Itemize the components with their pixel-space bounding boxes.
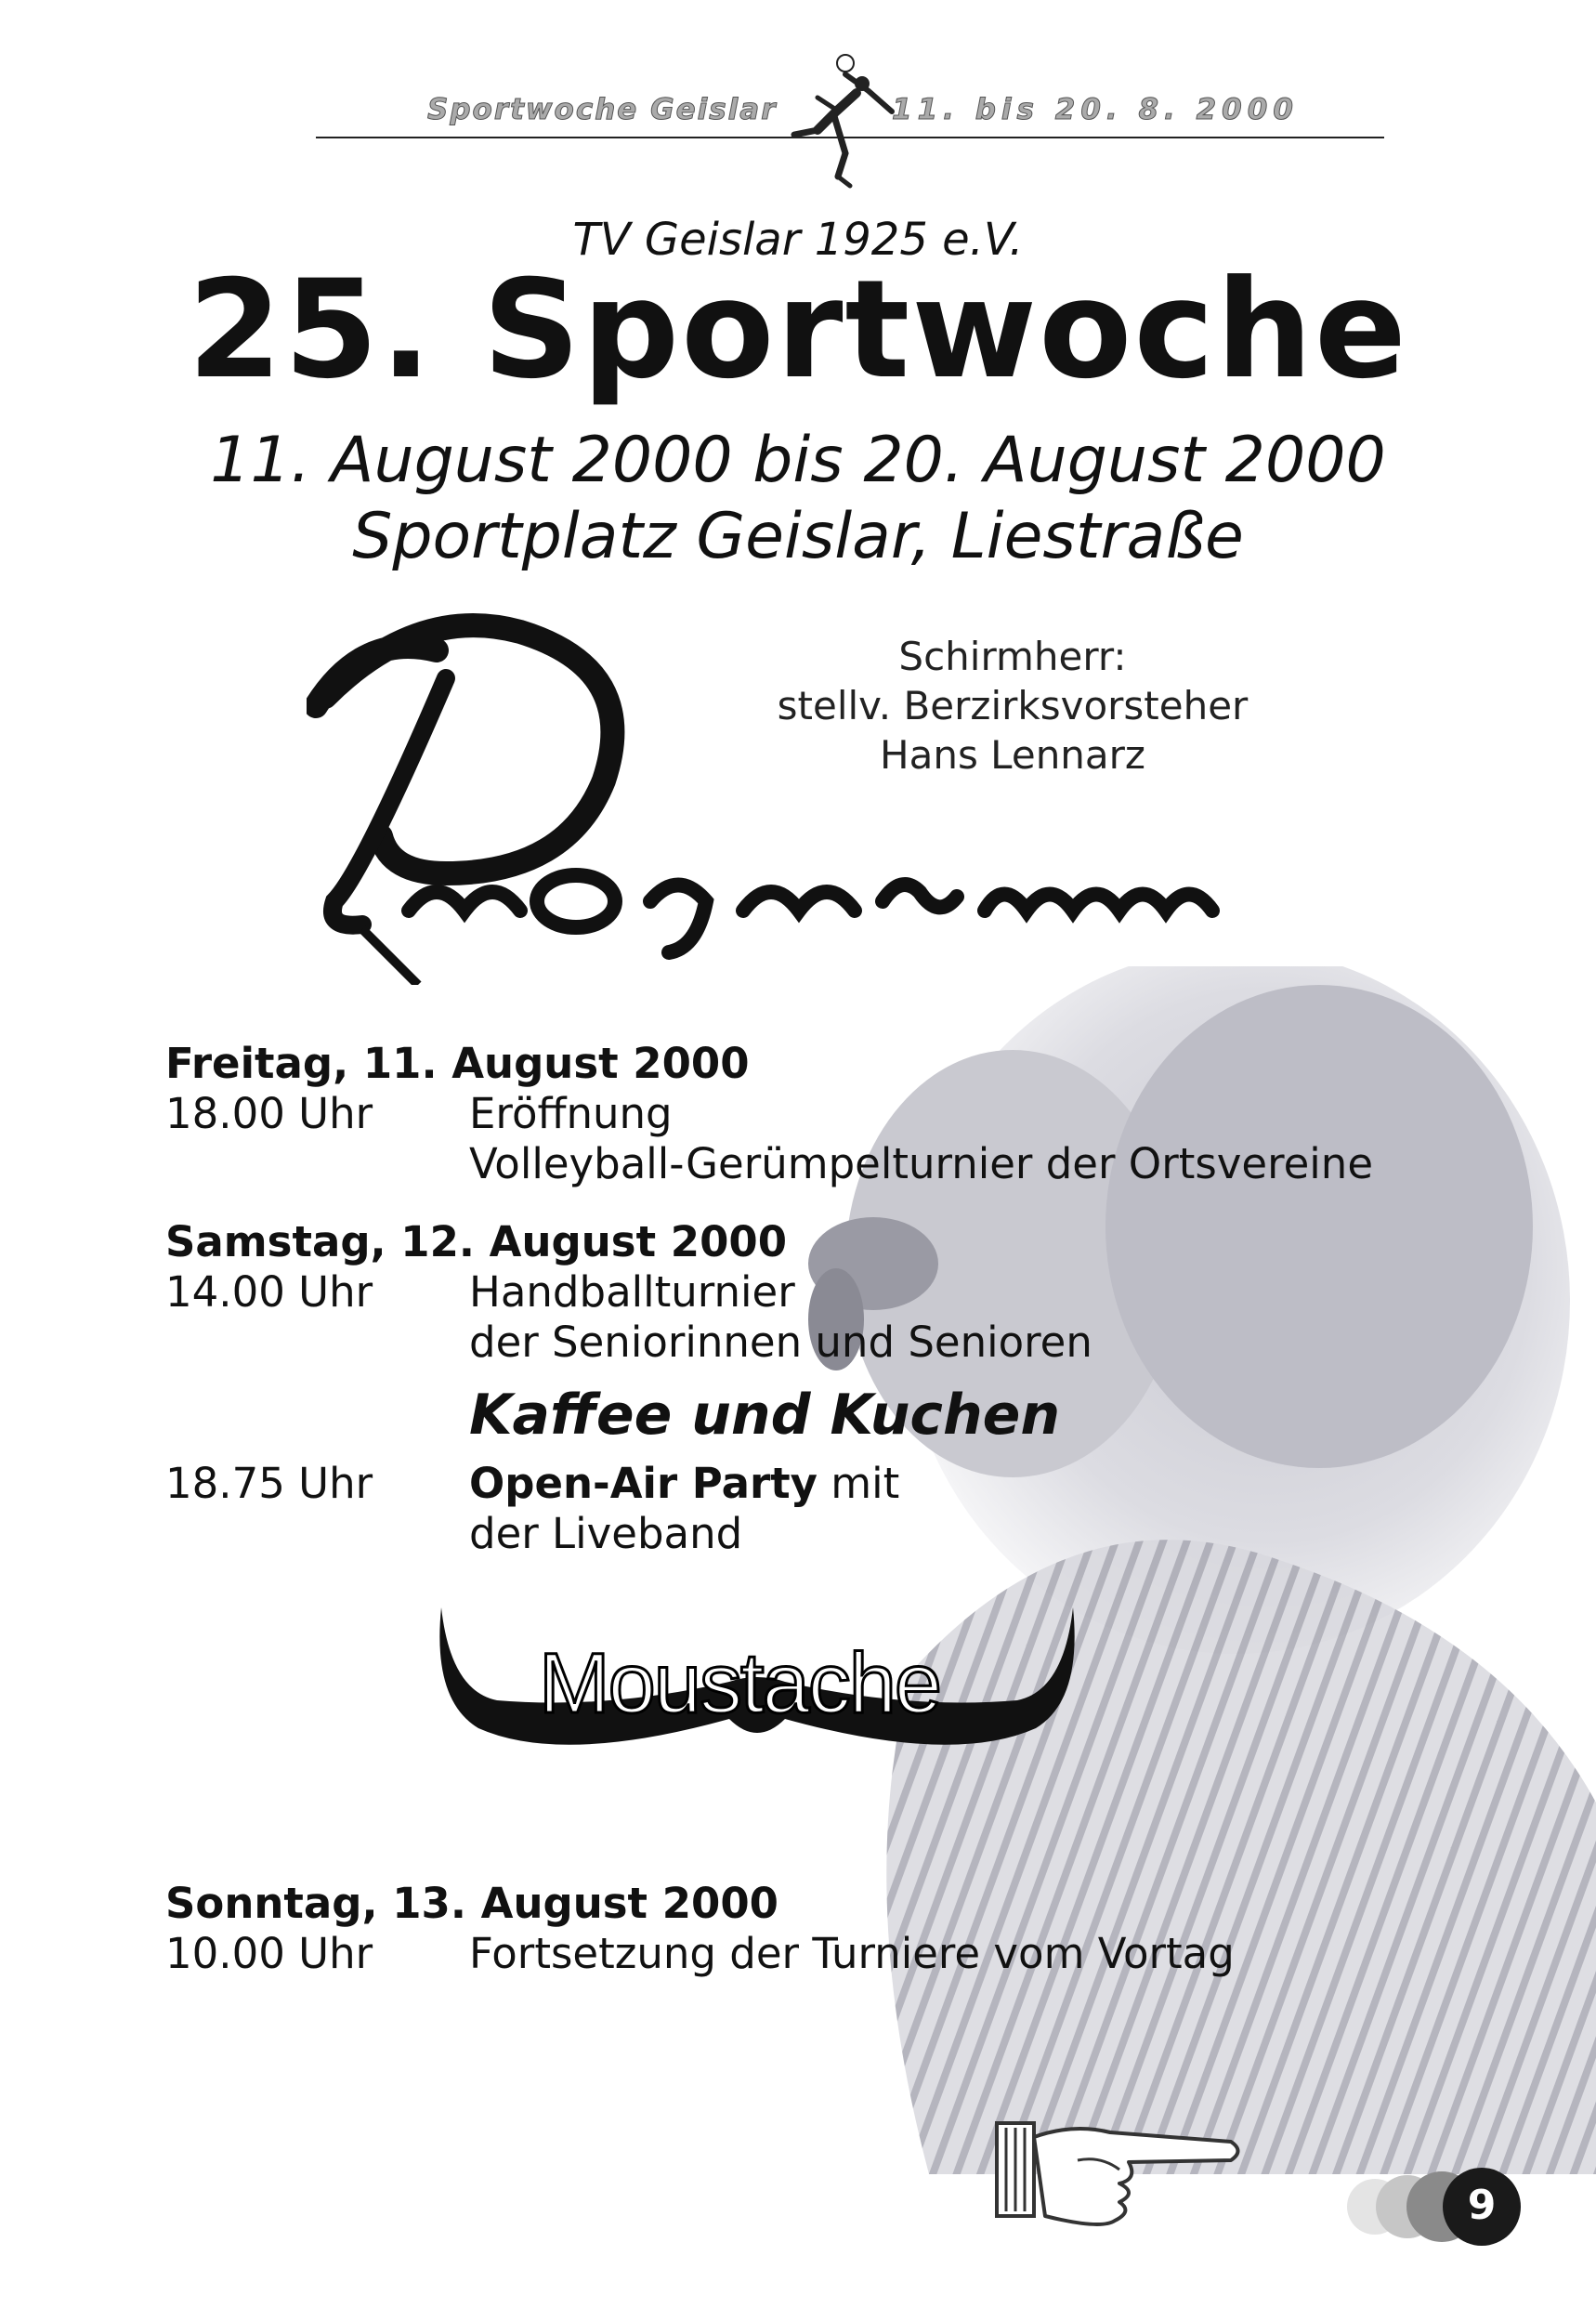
time-saturday-1: 14.00 Uhr [165, 1267, 373, 1317]
day-heading-friday: Freitag, 11. August 2000 [165, 1039, 750, 1088]
patron-role: stellv. Berzirksvorsteher [777, 683, 1249, 728]
band-name: Moustache [539, 1636, 941, 1731]
main-title: 25. Sportwoche [188, 251, 1408, 409]
club-name: TV Geislar 1925 e.V. [572, 214, 1024, 266]
event-dates [0, 423, 1596, 575]
time-friday: 18.00 Uhr [165, 1089, 373, 1138]
header-left-text: Sportwoche Geislar [427, 93, 778, 126]
pointing-hand-icon [989, 2105, 1249, 2244]
page-number: 9 [1467, 2182, 1497, 2229]
header-right-text: 11. bis 20. 8. 2000 [892, 93, 1299, 126]
date-range: 11. August 2000 bis 20. August 2000 [210, 424, 1386, 497]
event-sunday: Fortsetzung der Turniere vom Vortag [469, 1929, 1235, 1978]
event-friday-2: Volleyball-Gerümpelturnier der Ortsvereine [469, 1139, 1374, 1188]
kaffee-und-kuchen: Kaffee und Kuchen [469, 1383, 1061, 1448]
day-heading-saturday: Samstag, 12. August 2000 [165, 1217, 788, 1266]
event-friday-1: Eröffnung [469, 1089, 673, 1138]
event-saturday-liveband: der Liveband [469, 1509, 743, 1558]
handball-player-icon [780, 46, 910, 195]
patron-label: Schirmherr: [898, 634, 1127, 679]
day-heading-sunday: Sonntag, 13. August 2000 [165, 1879, 778, 1928]
time-saturday-2: 18.75 Uhr [165, 1459, 373, 1508]
patron-block [725, 632, 1301, 780]
venue: Sportplatz Geislar, Liestraße [352, 500, 1244, 573]
event-saturday-1b: der Seniorinnen und Senioren [469, 1318, 1092, 1367]
event-saturday-1a: Handballturnier [469, 1267, 795, 1317]
time-sunday: 10.00 Uhr [165, 1929, 373, 1978]
patron-name: Hans Lennarz [880, 732, 1145, 778]
page-number-circles [1338, 2156, 1551, 2258]
party-label: Open-Air Party [469, 1459, 818, 1508]
programm-word: Programm [307, 595, 312, 596]
party-label-rest: mit [818, 1459, 900, 1508]
event-saturday-party [469, 1459, 899, 1508]
